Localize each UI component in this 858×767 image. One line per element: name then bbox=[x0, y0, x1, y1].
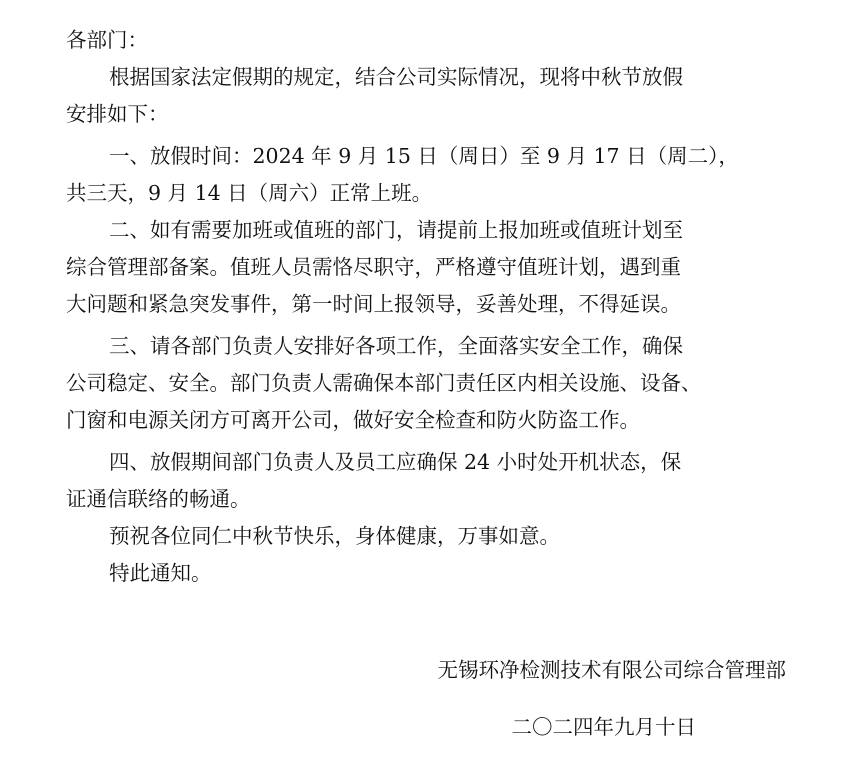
signature-organization: 无锡环净检测技术有限公司综合管理部 bbox=[437, 658, 786, 682]
signature-date: 二〇二四年九月十日 bbox=[511, 715, 696, 739]
item1-line-1: 一、放假时间：2024 年 9 月 15 日（周日）至 9 月 17 日（周二）， bbox=[109, 144, 739, 168]
item4-line-1: 四、放假期间部门负责人及员工应确保 24 小时处开机状态，保 bbox=[109, 450, 682, 474]
intro-line-2: 安排如下： bbox=[66, 102, 169, 126]
item1-line-2: 共三天，9 月 14 日（周六）正常上班。 bbox=[66, 181, 433, 205]
item3-line-3: 门窗和电源关闭方可离开公司，做好安全检查和防火防盗工作。 bbox=[66, 408, 640, 432]
intro-line-1: 根据国家法定假期的规定，结合公司实际情况，现将中秋节放假 bbox=[109, 65, 683, 89]
item3-line-1: 三、请各部门负责人安排好各项工作，全面落实安全工作，确保 bbox=[109, 334, 683, 358]
item2-line-2: 综合管理部备案。值班人员需恪尽职守，严格遵守值班计划，遇到重 bbox=[66, 255, 681, 279]
item4-line-2: 证通信联络的畅通。 bbox=[66, 487, 251, 511]
salutation: 各部门： bbox=[66, 28, 148, 52]
item3-line-2: 公司稳定、安全。部门负责人需确保本部门责任区内相关设施、设备、 bbox=[66, 371, 702, 395]
item2-line-3: 大问题和紧急突发事件，第一时间上报领导，妥善处理，不得延误。 bbox=[66, 292, 681, 316]
closing-line: 特此通知。 bbox=[109, 561, 212, 585]
item2-line-1: 二、如有需要加班或值班的部门，请提前上报加班或值班计划至 bbox=[109, 218, 683, 242]
wishes-line: 预祝各位同仁中秋节快乐，身体健康，万事如意。 bbox=[109, 524, 560, 548]
